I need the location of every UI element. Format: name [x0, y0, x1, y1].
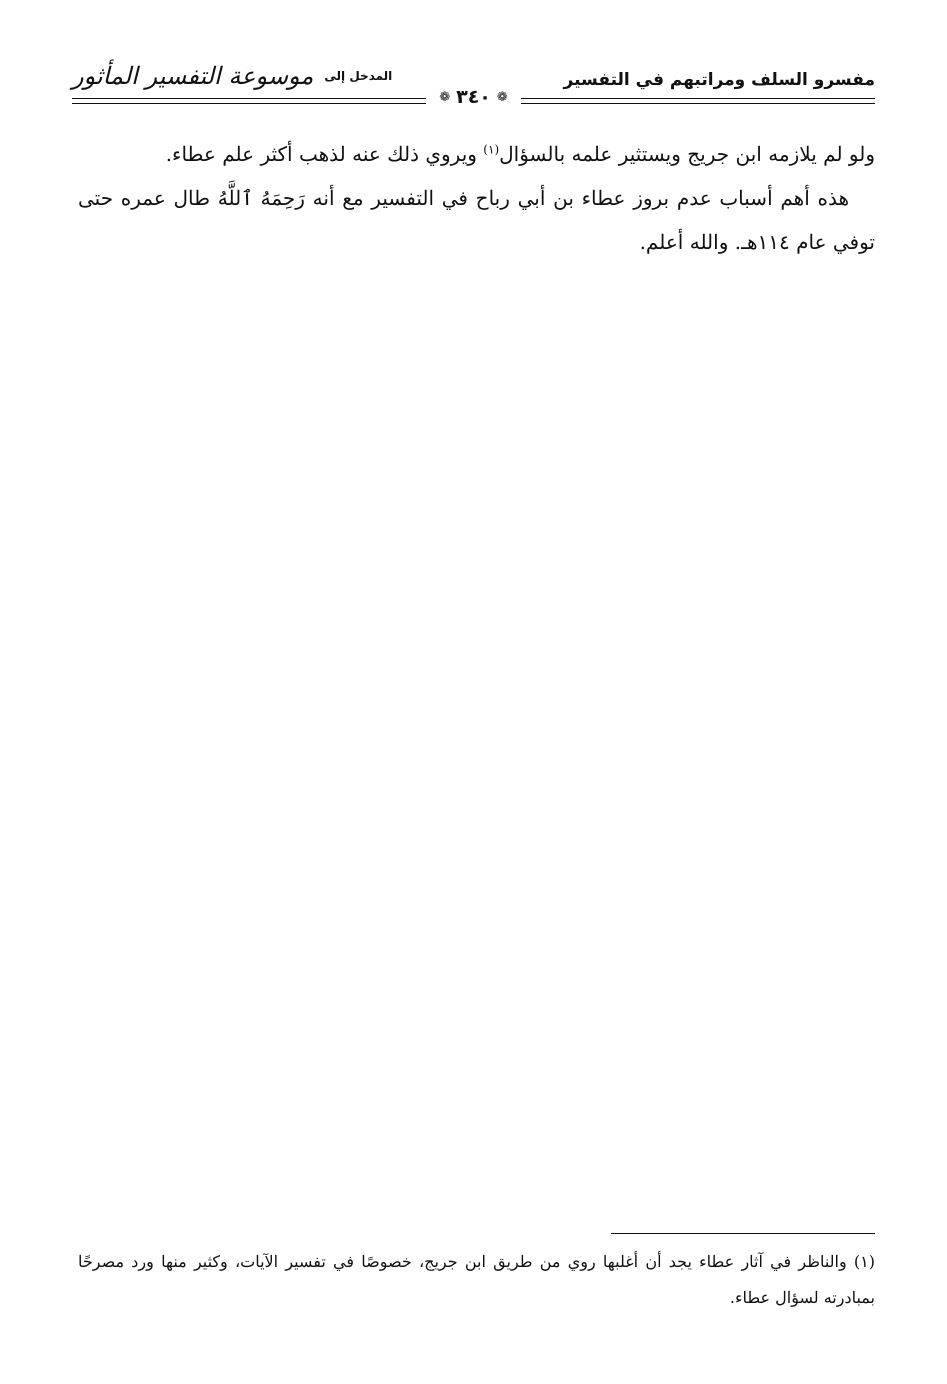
main-text [78, 132, 875, 264]
footnote-ref-1[interactable]: (١) [483, 142, 500, 157]
footnote-1: (١) والناظر في آثار عطاء يجد أن أغلبها روي من طريق ابن جريج، خصوصًا في تفسير الآيات، وكثير منها ورد مصرحًا بمبادرته لسؤال عطاء. [78, 1252, 876, 1307]
page-header [72, 58, 875, 110]
paragraph-2: هذه أهم أسباب عدم بروز عطاء بن أبي رباح في التفسير مع أنه رَحِمَهُ ٱللَّهُ طال عمره حتى توفي عام ١١٤هـ. والله أعلم. [78, 186, 875, 254]
book-title [72, 62, 392, 90]
footnotes [78, 1244, 875, 1316]
header-rule-right [521, 98, 875, 104]
page-number-group [439, 86, 508, 108]
footnote-separator [611, 1233, 875, 1234]
header-rule-left [72, 98, 426, 104]
paragraph-1-text-2: ويروي ذلك عنه لذهب أكثر علم عطاء. [165, 142, 484, 166]
chapter-title: مفسرو السلف ومراتبهم في التفسير [563, 70, 875, 90]
page-number: ٣٤٠ [456, 86, 491, 108]
ornament-left-icon: ❁ [439, 89, 451, 105]
paragraph-1 [78, 132, 875, 176]
book-title-prefix: المدخل إلى [324, 69, 393, 83]
header-rule [72, 86, 875, 108]
paragraph-1-text: ولو لم يلازمه ابن جريج ويستثير علمه بالسؤال [499, 142, 875, 166]
ornament-right-icon: ❁ [496, 89, 508, 105]
book-title-main: موسوعة التفسير المأثور [72, 62, 314, 90]
